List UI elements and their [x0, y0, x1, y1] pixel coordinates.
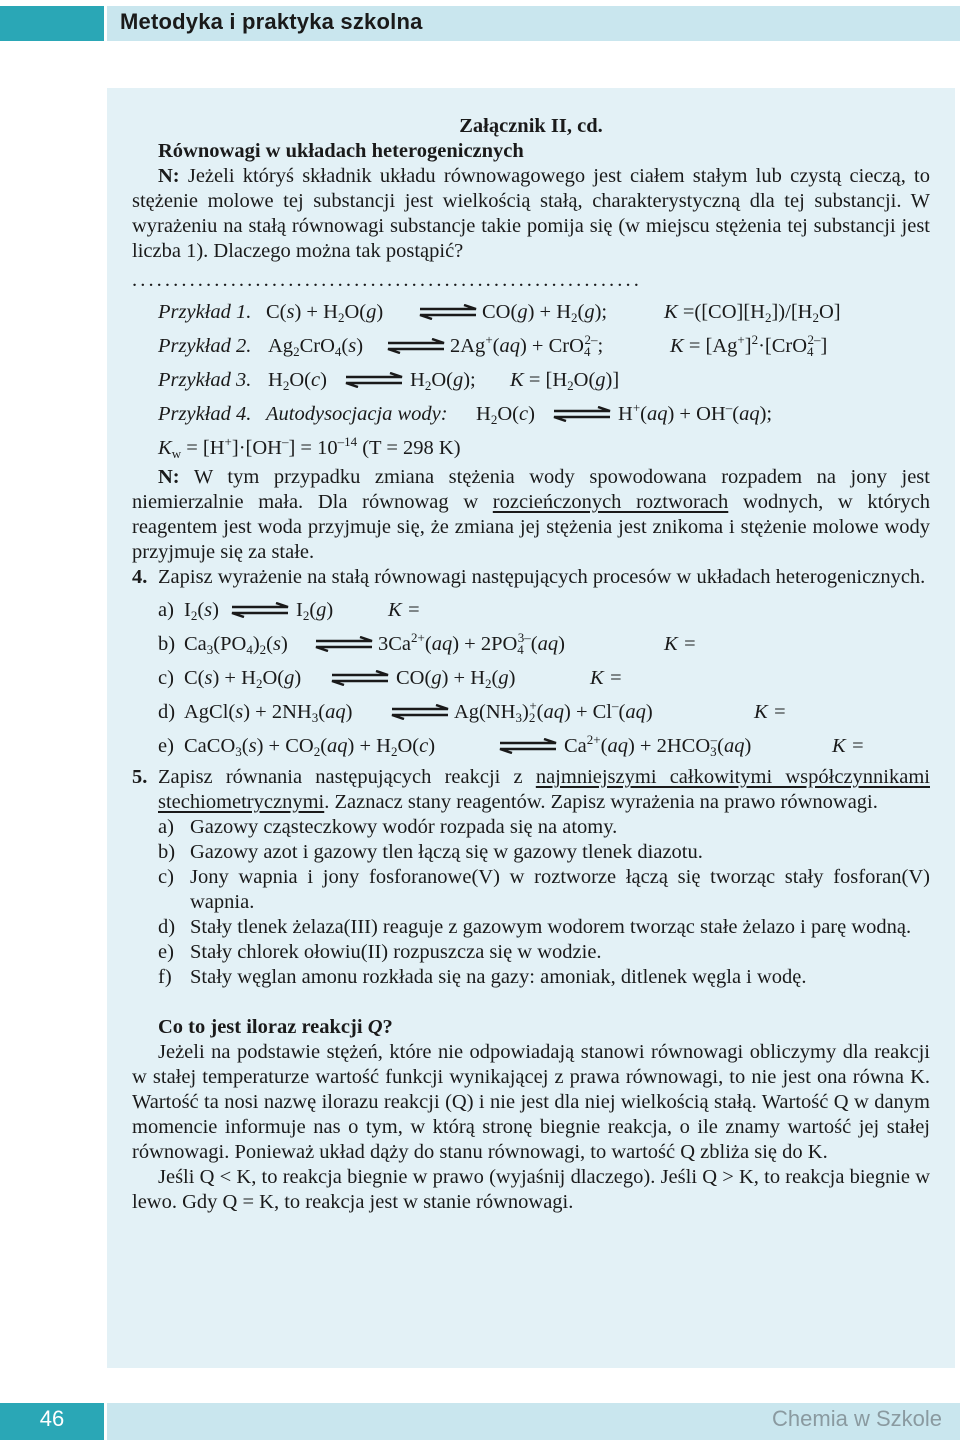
equilibrium-arrow-icon — [386, 338, 446, 354]
task-5-item-c — [132, 865, 930, 915]
intro-note — [132, 164, 930, 264]
item-k: K = — [590, 667, 623, 689]
heading-q: Q — [367, 1016, 383, 1038]
equilibrium-arrow-icon — [498, 738, 558, 754]
item-k: K = — [388, 599, 421, 621]
item-label: b) — [158, 841, 176, 863]
item-label: e) — [158, 735, 174, 757]
answer-dots: .............................................................. — [132, 269, 642, 291]
example-1 — [132, 295, 930, 329]
item-left: $Ca_3(PO_4)_2(s)$ — [184, 633, 288, 657]
annex-content — [132, 114, 930, 1215]
water-ionic-product — [132, 431, 930, 465]
example-4 — [132, 397, 930, 431]
example-right: $H_2O(g)$; — [410, 369, 476, 393]
quotient-para-1: Jeżeli na podstawie stężeń, które nie odpowiadają stanowi równowagi obliczymy dla reakcji w stałej temperaturze wartość funkcji wynikającej z prawa równowagi, to nie jest ona równa K. Wartość ta nosi nazwę ilorazu reakcji (Q) i nie jest dla niej wielkością stałą. Wartość Q w danym momencie informuje nas o tym, w którą stronę biegnie reakcja, o ile znamy wartość jej stałej równowagi. Ponieważ układ dąży do stanu równowagi, to wartość Q zbliża się do K. — [132, 1041, 930, 1163]
quotient-para-2: Jeśli Q < K, to reakcja biegnie w prawo (wyjaśnij dlaczego). Jeśli Q > K, to reakcja biegnie w lewo. Gdy Q = K, to reakcja jest w stanie równowagi. — [132, 1166, 930, 1213]
task-5-item-b — [132, 840, 930, 865]
item-right: $Ag(NH_3)_2^+(aq) + Cl^-(aq)$ — [454, 698, 653, 725]
note-label: N: — [158, 466, 180, 488]
intro-text: Jeżeli któryś składnik układu równowagowego jest ciałem stałym lub czystą cieczą, to stężenie molowe tej substancji jest wielkością stałą, charakterystyczną dla tej substancji. W wyrażeniu na stałą równowagi substancje takie pomija się (w miejscu stężenia tej substancji jest liczba 1). Dlaczego można tak postąpić? — [132, 165, 930, 262]
task-text-link: najmniejszymi całkowitymi współczynnikami stechiometrycznymi — [158, 766, 930, 813]
example-k: $K = [H_2O(g)]$ — [510, 369, 620, 393]
example-label: Przykład 2. — [158, 335, 252, 357]
example-label: Przykład 1. — [158, 301, 252, 323]
magazine-name: Chemia w Szkole — [772, 1406, 942, 1431]
example-k: $K = [Ag^+]^2\cdot[CrO_4^{2-}]$ — [670, 332, 828, 359]
task-4-item-b — [132, 627, 930, 661]
example-note: Autodysocjacja wody: — [266, 403, 448, 425]
example-right: 2Ag+(aq) + CrO$_4^{2-}$; — [450, 332, 604, 359]
equilibrium-arrow-icon — [418, 304, 478, 320]
section-title: Równowagi w układach heterogenicznych — [158, 140, 524, 162]
task-text-b: . Zaznacz stany reagentów. Zapisz wyrażenia na prawo równowagi. — [324, 791, 878, 813]
item-text: Stały tlenek żelaza(III) reaguje z gazowym wodorem tworząc stałe żelazo i parę wodną. — [190, 916, 912, 938]
note-label: N: — [158, 165, 180, 187]
annex-title: Załącznik II, cd. — [459, 115, 603, 137]
task-text — [158, 765, 930, 815]
task-4-item-d — [132, 695, 930, 729]
example-3 — [132, 363, 930, 397]
task-5 — [132, 765, 930, 815]
item-label: d) — [158, 701, 176, 723]
task-number: 5. — [132, 766, 148, 788]
item-left: CaCO$_3$(s) + $CO_2(aq) + H_2O(c)$ — [184, 735, 436, 759]
header-accent-block — [0, 6, 104, 41]
item-label: d) — [158, 916, 176, 938]
item-label: f) — [158, 966, 172, 988]
item-right: $I_2(g)$ — [296, 599, 334, 623]
example-left: $Ag_2CrO_4(s)$ — [268, 335, 364, 359]
task-5-item-e — [132, 940, 930, 965]
item-label: c) — [158, 667, 174, 689]
example-2 — [132, 329, 930, 363]
item-k: K = — [664, 633, 697, 655]
example-left: $H_2O(c)$ — [476, 403, 535, 427]
item-text: Jony wapnia i jony fosforanowe(V) w roztworze łączą się tworząc stały fosforan(V) wapnia. — [190, 866, 930, 913]
task-5-item-d — [132, 915, 930, 940]
example-left: $H_2O(c)$ — [268, 369, 327, 393]
heading-text: Co to jest iloraz reakcji — [158, 1016, 363, 1038]
item-k: K = — [754, 701, 787, 723]
item-k: K = — [832, 735, 865, 757]
example-right: H+(aq) + OH–(aq); — [618, 400, 773, 425]
task-4-item-c — [132, 661, 930, 695]
kw-expression: $K_w = [H^+]\cdot[OH^-] = 10^{-14}$ (T = 298 K) — [158, 434, 461, 461]
equilibrium-arrow-icon — [230, 602, 290, 618]
quotient-heading — [132, 1015, 930, 1040]
task-text: Zapisz wyrażenie na stałą równowagi następujących procesów w układach heterogenicznych. — [158, 566, 926, 588]
item-label: b) — [158, 633, 176, 655]
equilibrium-arrow-icon — [390, 704, 450, 720]
item-text: Gazowy cząsteczkowy wodór rozpada się na atomy. — [190, 816, 618, 838]
item-right: $Ca^{2+}(aq) + 2HCO_3^-(aq)$ — [564, 732, 752, 759]
page-number: 46 — [39, 1406, 65, 1431]
equilibrium-arrow-icon — [314, 636, 374, 652]
water-note — [132, 465, 930, 565]
item-left: $I_2(s)$ — [184, 599, 219, 623]
task-4-item-e — [132, 729, 930, 763]
water-note-link: rozcieńczonych roztworach — [492, 491, 729, 513]
item-label: c) — [158, 866, 174, 888]
item-text: Stały chlorek ołowiu(II) rozpuszcza się w wodzie. — [190, 941, 602, 963]
item-left: AgCl(s) + $2NH_3(aq)$ — [184, 701, 353, 725]
item-label: e) — [158, 941, 174, 963]
example-right: $CO(g) + H_2(g)$; — [482, 301, 608, 325]
header-title: Metodyka i praktyka szkolna — [120, 9, 423, 34]
item-right: $3Ca^{2+}(aq) + 2PO_4^{3-}(aq)$ — [378, 630, 565, 657]
example-left: $C(s) + H_2O(g)$ — [266, 301, 384, 325]
example-k: $K =([CO][H_2])/[H_2O]$ — [664, 301, 841, 325]
task-text-a: Zapisz równania następujących reakcji z — [158, 766, 523, 788]
item-left: $C(s) + H_2O(g)$ — [184, 667, 302, 691]
item-label: a) — [158, 599, 174, 621]
task-4-item-a — [132, 593, 930, 627]
task-5-item-a — [132, 815, 930, 840]
water-note-text-a: W tym przypadku zmiana stężenia wody spowodowana rozpadem na jony jest niemierzalnie mała. Dla równowag w — [132, 466, 930, 513]
heading-mark: ? — [382, 1016, 393, 1038]
item-label: a) — [158, 816, 174, 838]
water-note-text-b: wodnych, w których reagentem jest woda przyjmuje się, że zmiana jej stężenia jest znikoma i stężenie molowe wody przyjmuje się za stałe. — [132, 491, 930, 563]
item-text: Stały węglan amonu rozkłada się na gazy: amoniak, ditlenek węgla i wodę. — [190, 966, 807, 988]
task-number: 4. — [132, 566, 148, 588]
example-label: Przykład 4. — [158, 403, 252, 425]
item-text: Gazowy azot i gazowy tlen łączą się w gazowy tlenek diazotu. — [190, 841, 703, 863]
equilibrium-arrow-icon — [552, 406, 612, 422]
equilibrium-arrow-icon — [344, 372, 404, 388]
item-right: $CO(g) + H_2(g)$ — [396, 667, 516, 691]
task-4 — [132, 565, 930, 590]
task-5-item-f — [132, 965, 930, 990]
equilibrium-arrow-icon — [330, 670, 390, 686]
example-label: Przykład 3. — [158, 369, 252, 391]
